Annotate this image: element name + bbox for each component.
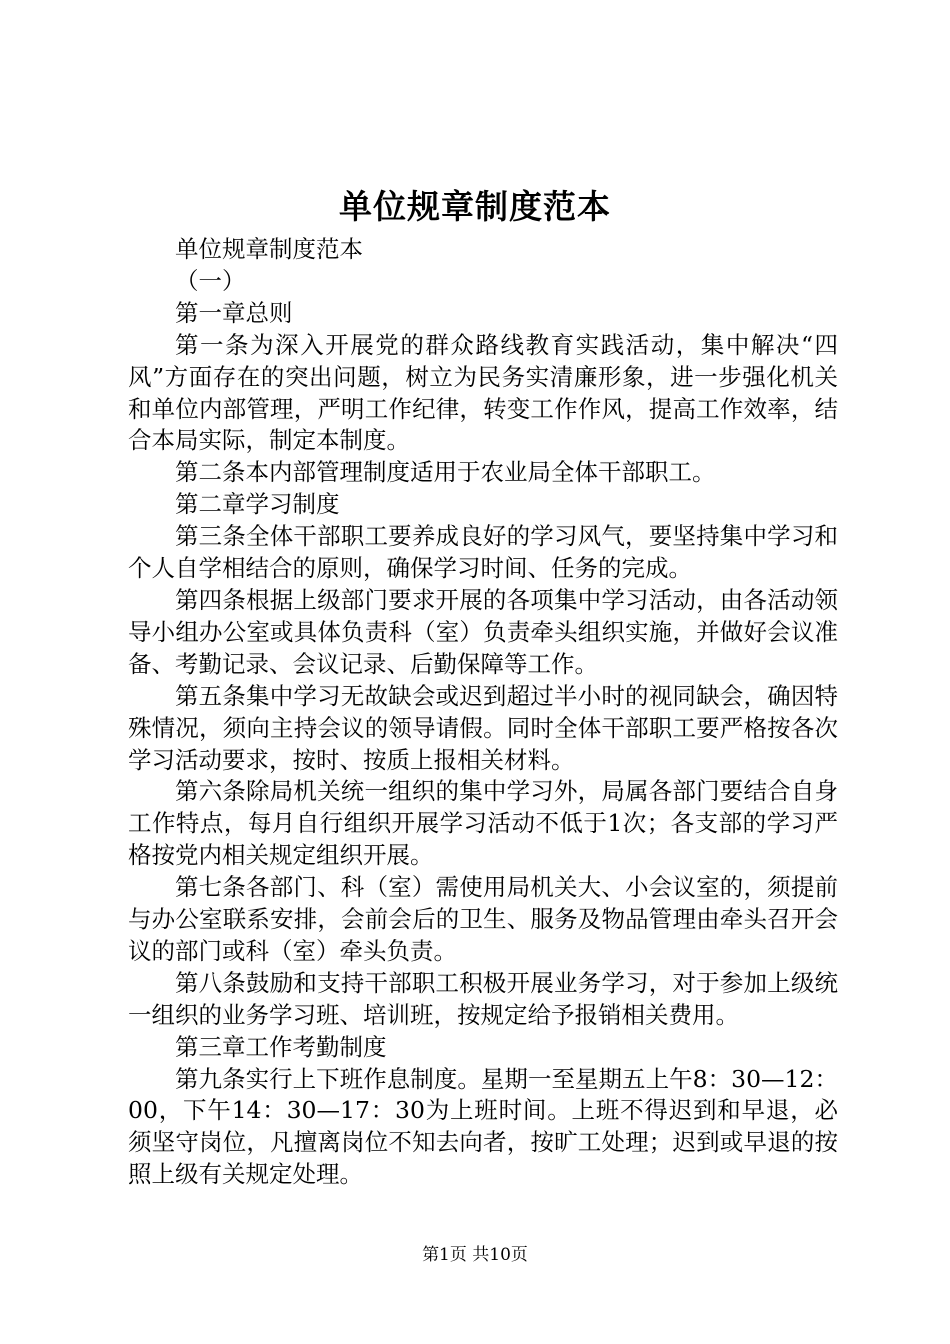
- article-3: 第三条全体干部职工要养成良好的学习风气，要坚持集中学习和个人自学相结合的原则，确保学习时间、任务的完成。: [128, 522, 838, 583]
- document-body: [128, 234, 838, 1191]
- article-4: 第四条根据上级部门要求开展的各项集中学习活动，由各活动领导小组办公室或具体负责科（室）负责牵头组织实施，并做好会议准备、考勤记录、会议记录、后勤保障等工作。: [128, 585, 838, 678]
- article-5: 第五条集中学习无故缺会或迟到超过半小时的视同缺会，确因特殊情况，须向主持会议的领导请假。同时全体干部职工要严格按各次学习活动要求，按时、按质上报相关材料。: [128, 681, 838, 774]
- page-number-footer: 第1页 共10页: [422, 1245, 528, 1265]
- article-2: 第二条本内部管理制度适用于农业局全体干部职工。: [175, 458, 716, 487]
- chapter-heading-3: 第三章工作考勤制度: [175, 1032, 387, 1061]
- article-9: 第九条实行上下班作息制度。星期一至星期五上午8：30—12：00，下午14：30—17：30为上班时间。上班不得迟到和早退，必须坚守岗位，凡擅离岗位不知去向者，按旷工处理；迟到或早退的按照上级有关规定处理。: [128, 1064, 838, 1189]
- document-title: 单位规章制度范本: [339, 187, 611, 226]
- article-8: 第八条鼓励和支持干部职工积极开展业务学习，对于参加上级统一组织的业务学习班、培训班，按规定给予报销相关费用。: [128, 968, 838, 1029]
- chapter-heading-2: 第二章学习制度: [175, 490, 340, 519]
- chapter-heading-1: 第一章总则: [175, 298, 293, 327]
- paragraph-subtitle: 单位规章制度范本: [175, 235, 363, 263]
- article-6: 第六条除局机关统一组织的集中学习外，局属各部门要结合自身工作特点，每月自行组织开展学习活动不低于1次；各支部的学习严格按党内相关规定组织开展。: [128, 777, 838, 870]
- article-1: 第一条为深入开展党的群众路线教育实践活动，集中解决“四风”方面存在的突出问题，树立为民务实清廉形象，进一步强化机关和单位内部管理，严明工作纪律，转变工作作风，提高工作效率，结合本局实际，制定本制度。: [128, 330, 838, 455]
- paragraph-section-number: （一）: [175, 266, 246, 295]
- article-7: 第七条各部门、科（室）需使用局机关大、小会议室的，须提前与办公室联系安排，会前会后的卫生、服务及物品管理由牵头召开会议的部门或科（室）牵头负责。: [128, 873, 838, 965]
